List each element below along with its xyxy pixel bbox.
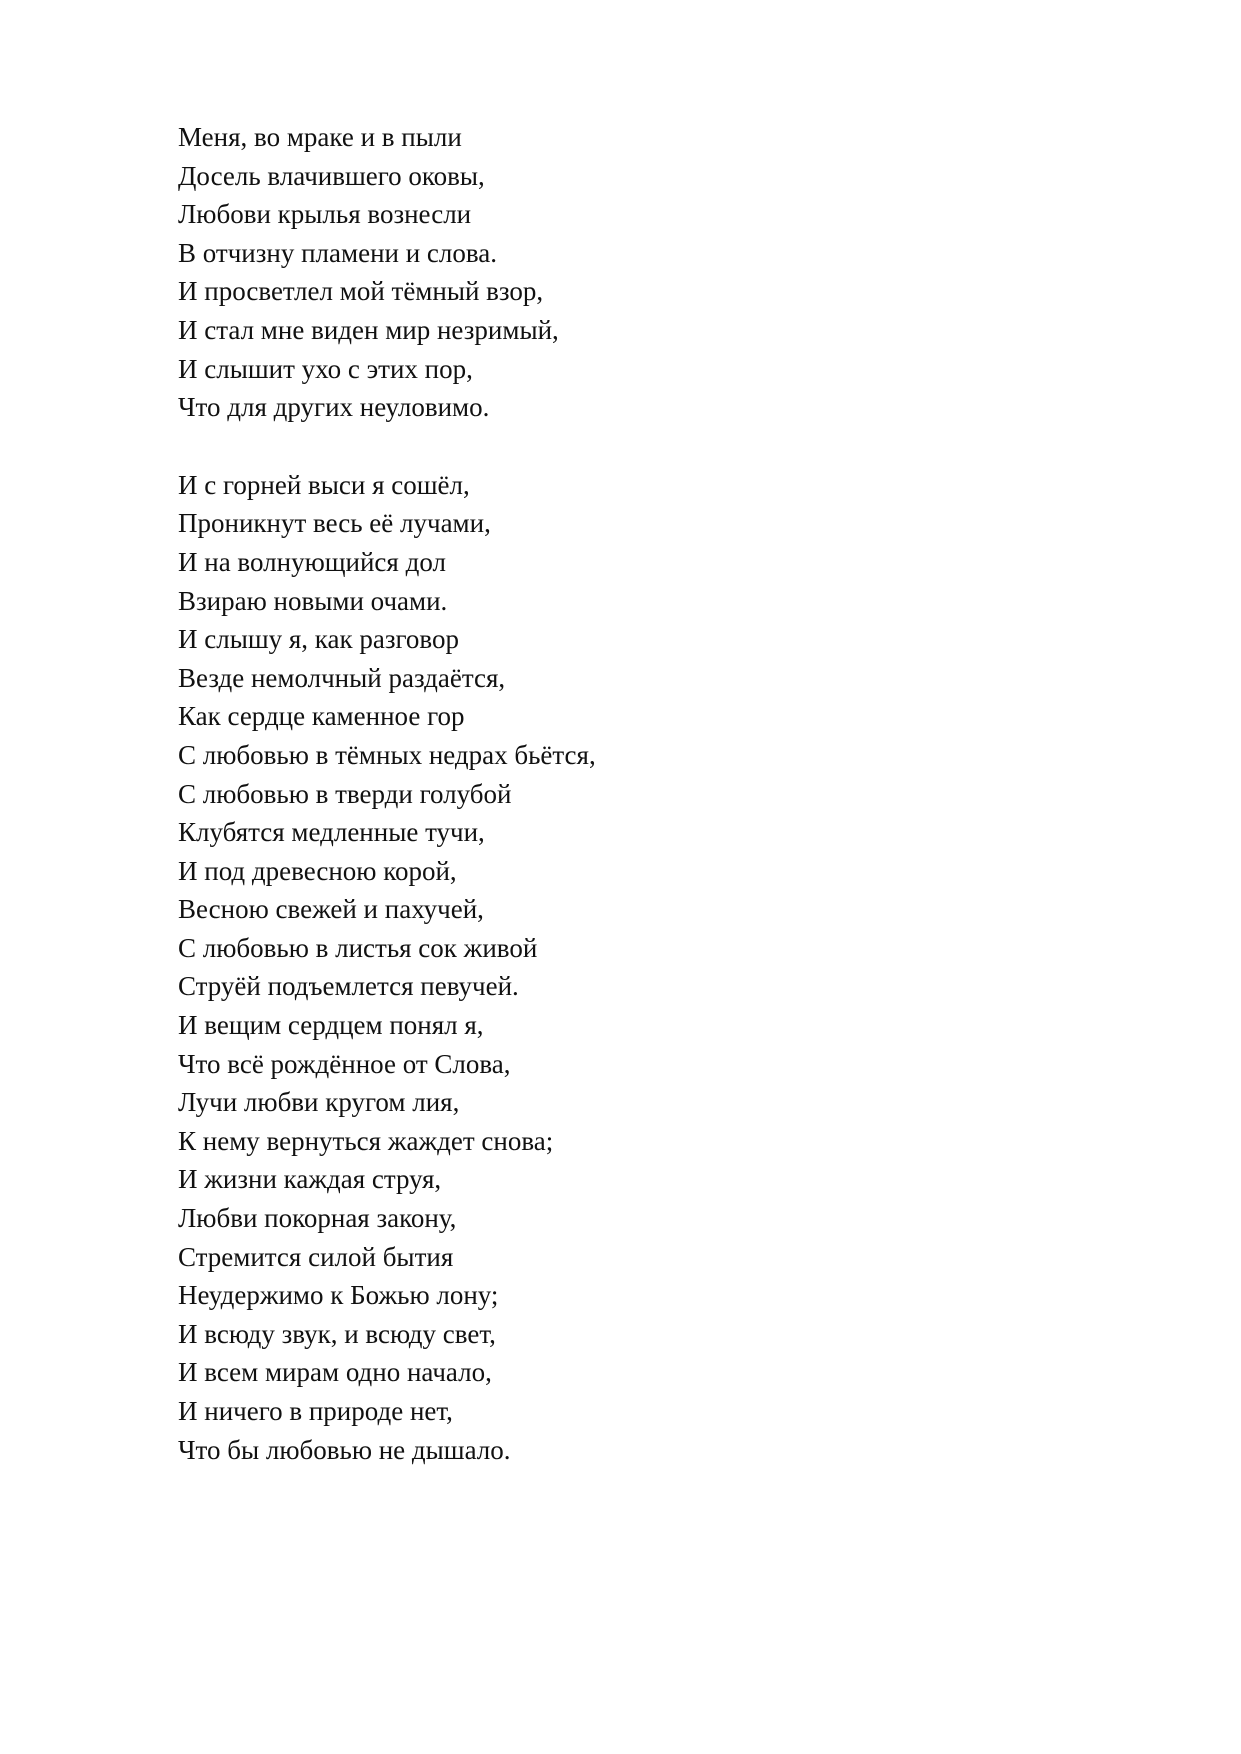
poem-line: С любовью в тёмных недрах бьётся, xyxy=(178,739,596,770)
poem-line: Лучи любви кругом лия, xyxy=(178,1087,460,1118)
poem-line: Взираю новыми очами. xyxy=(178,585,448,616)
poem-line: И всюду звук, и всюду свет, xyxy=(178,1318,496,1349)
poem-line: Любви покорная закону, xyxy=(178,1203,457,1234)
poem-line: Весною свежей и пахучей, xyxy=(178,894,484,925)
poem-line: И просветлел мой тёмный взор, xyxy=(178,276,544,307)
poem-line: Везде немолчный раздаётся, xyxy=(178,662,506,693)
poem-line: И с горней выси я сошёл, xyxy=(178,469,470,500)
poem-line: Стремится силой бытия xyxy=(178,1241,454,1272)
poem-line: И жизни каждая струя, xyxy=(178,1164,442,1195)
poem-line: С любовью в листья сок живой xyxy=(178,932,538,963)
poem-text xyxy=(178,118,1078,1469)
poem-line: Что всё рождённое от Слова, xyxy=(178,1048,511,1079)
stanza-2 xyxy=(178,466,1078,1469)
stanza-1 xyxy=(178,118,1078,427)
poem-line: Клубятся медленные тучи, xyxy=(178,817,485,848)
poem-line: И стал мне виден мир незримый, xyxy=(178,314,559,345)
poem-line: И на волнующийся дол xyxy=(178,546,446,577)
poem-line: И слышу я, как разговор xyxy=(178,624,459,655)
poem-line: Что бы любовью не дышало. xyxy=(178,1434,511,1465)
poem-line: Проникнут весь её лучами, xyxy=(178,508,491,539)
poem-line: И слышит ухо с этих пор, xyxy=(178,353,473,384)
poem-line: Досель влачившего оковы, xyxy=(178,160,485,191)
poem-line: К нему вернуться жаждет снова; xyxy=(178,1125,554,1156)
poem-line: Струёй подъемлется певучей. xyxy=(178,971,519,1002)
poem-line: И всем мирам одно начало, xyxy=(178,1357,492,1388)
poem-line: Как сердце каменное гор xyxy=(178,701,465,732)
poem-line: Меня, во мраке и в пыли xyxy=(178,122,462,152)
poem-line: И под древесною корой, xyxy=(178,855,457,886)
poem-line: Неудержимо к Божью лону; xyxy=(178,1280,499,1311)
poem-line: И вещим сердцем понял я, xyxy=(178,1010,484,1041)
poem-line: Что для других неуловимо. xyxy=(178,392,490,423)
poem-line: И ничего в природе нет, xyxy=(178,1396,453,1426)
poem-line: Любови крылья вознесли xyxy=(178,199,472,230)
poem-line: С любовью в тверди голубой xyxy=(178,778,512,809)
poem-line: В отчизну пламени и слова. xyxy=(178,237,498,268)
